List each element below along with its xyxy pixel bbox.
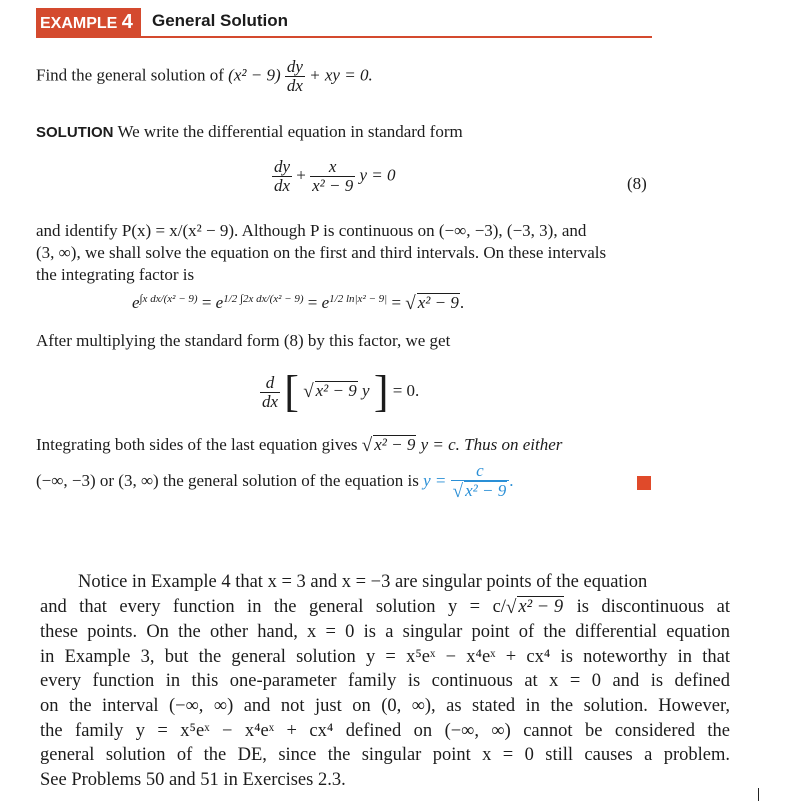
notice-line-8: general solution of the DE, since the singular point x = 0 still causes a problem. [40, 745, 730, 766]
problem-lhs: (x² − 9) [228, 65, 281, 85]
if-e1: e [132, 293, 140, 312]
problem-statement [36, 58, 373, 95]
notice-line-3: these points. On the other hand, x = 0 is a singular point of the differential equation [40, 622, 730, 643]
left-bracket: [ [284, 367, 299, 416]
integrate-sqrt: x² − 9 [374, 435, 416, 454]
notice-paragraph [40, 570, 730, 792]
after-text: After multiplying the standard form (8) by this factor, we get [36, 331, 451, 350]
if-e3: e [321, 293, 330, 312]
if-eq3: = [391, 293, 402, 312]
notice-line-5: every function in this one-parameter family is continuous at x = 0 and is defined [40, 671, 730, 692]
if-e2: e [215, 293, 224, 312]
notice-line-2b: is discontinuous at [564, 596, 730, 617]
example-badge [36, 8, 141, 36]
notice-line-2a: and that every function in the general solution y = c/ [40, 596, 506, 617]
std-dy: dy [274, 157, 291, 176]
if-end: . [459, 293, 465, 312]
notice-line-9: See Problems 50 and 51 in Exercises 2.3. [40, 769, 346, 790]
integrate-line [36, 434, 562, 457]
integrate-text-1: Integrating both sides of the last equation gives [36, 435, 358, 454]
product-equation [260, 367, 420, 416]
std-tail: y = 0 [359, 165, 396, 185]
identify-line-1: and identify P(x) = x/(x² − 9). Although P is continuous on (−∞, −3), (−3, 3), and [36, 221, 587, 240]
notice-line-2-sqrt: x² − 9 [518, 596, 564, 617]
example-number: 4 [121, 11, 133, 33]
product-rhs: = 0. [392, 380, 420, 400]
product-y: y [362, 380, 370, 400]
sqrt-symbol: √ [505, 596, 517, 618]
product-sqrt: x² − 9 [315, 380, 357, 400]
notice-line-1: Notice in Example 4 that x = 3 and x = −3 are singular points of the equation [78, 572, 648, 592]
general-den-sqrt: x² − 9 [465, 480, 507, 500]
notice-line-6: on the interval (−∞, ∞) and not just on (0, ∞), as stated in the solution. However, [40, 695, 730, 716]
sqrt-symbol: √ [405, 293, 416, 314]
standard-form-equation [272, 158, 396, 195]
if-sqrt: x² − 9 [417, 293, 459, 312]
std-derivative [272, 158, 292, 195]
if-exp3: 1/2 ln|x² − 9| [329, 293, 388, 305]
sqrt-symbol: √ [361, 435, 373, 456]
general-y: y = [423, 470, 447, 490]
notice-line-7: the family y = x⁵eˣ − x⁴eˣ + cx⁴ defined on (−∞, ∞) cannot be considered the [40, 720, 730, 741]
solution-label: SOLUTION [36, 124, 114, 141]
integrate-text-2: y = c. Thus on either [420, 435, 563, 454]
text-cursor [758, 788, 759, 801]
integrating-factor-equation [132, 292, 464, 315]
std-x-den: x² − 9 [312, 175, 354, 195]
general-num: c [451, 462, 510, 481]
general-fraction [451, 462, 510, 502]
general-text: (−∞, −3) or (3, ∞) the general solution of the equation is [36, 470, 419, 490]
identify-line-2: (3, ∞), we shall solve the equation on the first and third intervals. On these intervals [36, 243, 607, 262]
deriv-numerator: dy [286, 57, 303, 76]
if-eq2: = [307, 293, 318, 312]
if-eq1: = [201, 293, 212, 312]
equation-number-8: (8) [627, 174, 647, 193]
general-end: . [509, 470, 514, 490]
problem-derivative [285, 58, 305, 95]
product-d: d [260, 374, 280, 393]
problem-suffix: + xy = 0. [309, 65, 373, 85]
if-exp2: 1/2 ∫2x dx/(x² − 9) [223, 293, 304, 305]
sqrt-symbol: √ [452, 480, 464, 502]
product-dx: dx [262, 391, 279, 411]
solution-intro [36, 121, 463, 144]
example-title: General Solution [152, 11, 289, 30]
problem-prefix: Find the general solution of [36, 65, 224, 85]
header-rule [36, 36, 652, 38]
std-dx: dx [274, 175, 291, 195]
right-bracket: ] [373, 367, 389, 416]
identify-line-3: the integrating factor is [36, 265, 195, 284]
notice-line-4: in Example 3, but the general solution y = x⁵eˣ − x⁴eˣ + cx⁴ is noteworthy in that [40, 646, 730, 667]
std-plus: + [296, 165, 306, 185]
end-of-example-marker [637, 476, 651, 490]
general-solution-line [36, 462, 513, 502]
solution-intro-text: We write the differential equation in standard form [117, 122, 463, 141]
identify-paragraph [36, 220, 656, 286]
example-label: EXAMPLE [40, 15, 118, 32]
deriv-denominator: dx [286, 75, 303, 95]
sqrt-symbol: √ [303, 380, 314, 402]
std-x-num: x [310, 158, 355, 177]
std-coefficient [310, 158, 355, 195]
product-derivative [260, 374, 280, 411]
if-exp1: ∫x dx/(x² − 9) [139, 293, 198, 305]
